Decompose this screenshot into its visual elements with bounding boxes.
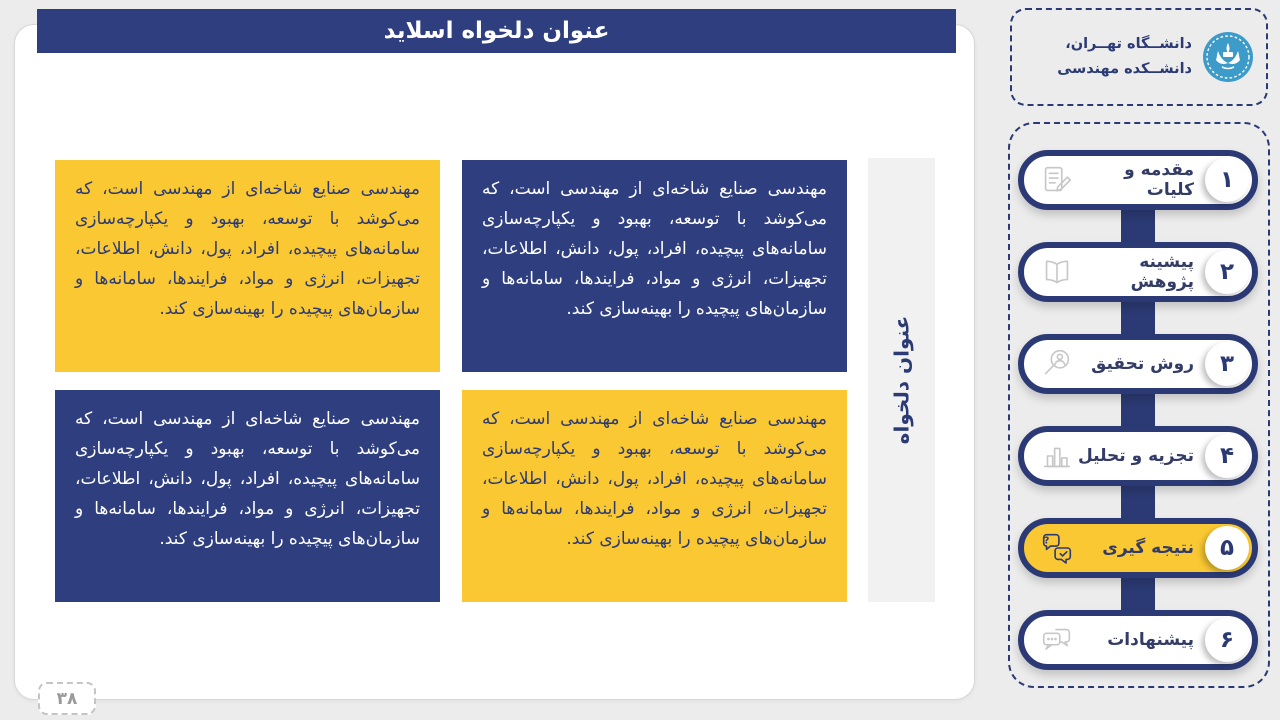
slide-title-bar bbox=[37, 9, 956, 53]
text-block-top-left: مهندسی صنایع شاخه‌ای از مهندسی است، که می‌کوشد با توسعه، بهبود و یکپارچه‌سازی سامانه‌های پیچیده، افراد، پول، دانش، اطلاعات، تجهیزات، انرژی و مواد، فرایندها، سامانه‌ها و سازمان‌های پیچیده را بهینه‌سازی کند. bbox=[55, 160, 440, 372]
chat-check-icon bbox=[1038, 529, 1076, 567]
vertical-label-strip bbox=[868, 158, 935, 602]
nav-item-introduction[interactable] bbox=[1018, 150, 1258, 210]
nav-item-label: مقدمه و کلیات bbox=[1124, 160, 1194, 200]
nav-number-badge: ۳ bbox=[1205, 342, 1249, 386]
nav-item-suggestions[interactable] bbox=[1018, 610, 1258, 670]
text-block-bottom-right: مهندسی صنایع شاخه‌ای از مهندسی است، که می‌کوشد با توسعه، بهبود و یکپارچه‌سازی سامانه‌های پیچیده، افراد، پول، دانش، اطلاعات، تجهیزات، انرژی و مواد، فرایندها، سامانه‌ها و سازمان‌های پیچیده را بهینه‌سازی کند. bbox=[462, 390, 847, 602]
nav-item-label: روش تحقیق bbox=[1091, 354, 1194, 374]
svg-text:?: ? bbox=[1043, 535, 1050, 547]
university-logo-box bbox=[1010, 8, 1268, 106]
nav-item-label: نتیجه گیری bbox=[1102, 538, 1194, 558]
note-pencil-icon bbox=[1038, 161, 1076, 199]
nav-item-conclusion[interactable] bbox=[1018, 518, 1258, 578]
university-logo-icon bbox=[1202, 31, 1254, 83]
nav-number-badge: ۲ bbox=[1205, 250, 1249, 294]
vertical-label: عنوان دلخواه bbox=[889, 315, 914, 445]
person-magnifier-icon bbox=[1038, 345, 1076, 383]
nav-item-label: تجزیه و تحلیل bbox=[1078, 446, 1194, 466]
text-block-top-right: مهندسی صنایع شاخه‌ای از مهندسی است، که می‌کوشد با توسعه، بهبود و یکپارچه‌سازی سامانه‌های پیچیده، افراد، پول، دانش، اطلاعات، تجهیزات، انرژی و مواد، فرایندها، سامانه‌ها و سازمان‌های پیچیده را بهینه‌سازی کند. bbox=[462, 160, 847, 372]
nav-number-badge: ۱ bbox=[1205, 158, 1249, 202]
nav-item-label: پیشینه پژوهش bbox=[1130, 252, 1194, 292]
page-number-badge bbox=[38, 682, 96, 715]
nav-item-research-method[interactable] bbox=[1018, 334, 1258, 394]
text-block-bottom-left: مهندسی صنایع شاخه‌ای از مهندسی است، که می‌کوشد با توسعه، بهبود و یکپارچه‌سازی سامانه‌های پیچیده، افراد، پول، دانش، اطلاعات، تجهیزات، انرژی و مواد، فرایندها، سامانه‌ها و سازمان‌های پیچیده را بهینه‌سازی کند. bbox=[55, 390, 440, 602]
page-number: ۳۸ bbox=[56, 688, 78, 709]
university-name: دانشــگاه تهــران، دانشــکده مهندسی bbox=[1057, 35, 1192, 77]
nav-number-badge: ۴ bbox=[1205, 434, 1249, 478]
nav-item-research-background[interactable] bbox=[1018, 242, 1258, 302]
nav-number-badge: ۶ bbox=[1205, 618, 1249, 662]
nav-item-label: پیشنهادات bbox=[1107, 630, 1194, 650]
open-book-icon bbox=[1038, 253, 1076, 291]
nav-item-analysis[interactable] bbox=[1018, 426, 1258, 486]
nav-number-badge: ۵ bbox=[1205, 526, 1249, 570]
chat-dots-icon bbox=[1038, 621, 1076, 659]
slide-title: عنوان دلخواه اسلاید bbox=[383, 18, 610, 44]
bar-chart-icon bbox=[1038, 437, 1076, 475]
